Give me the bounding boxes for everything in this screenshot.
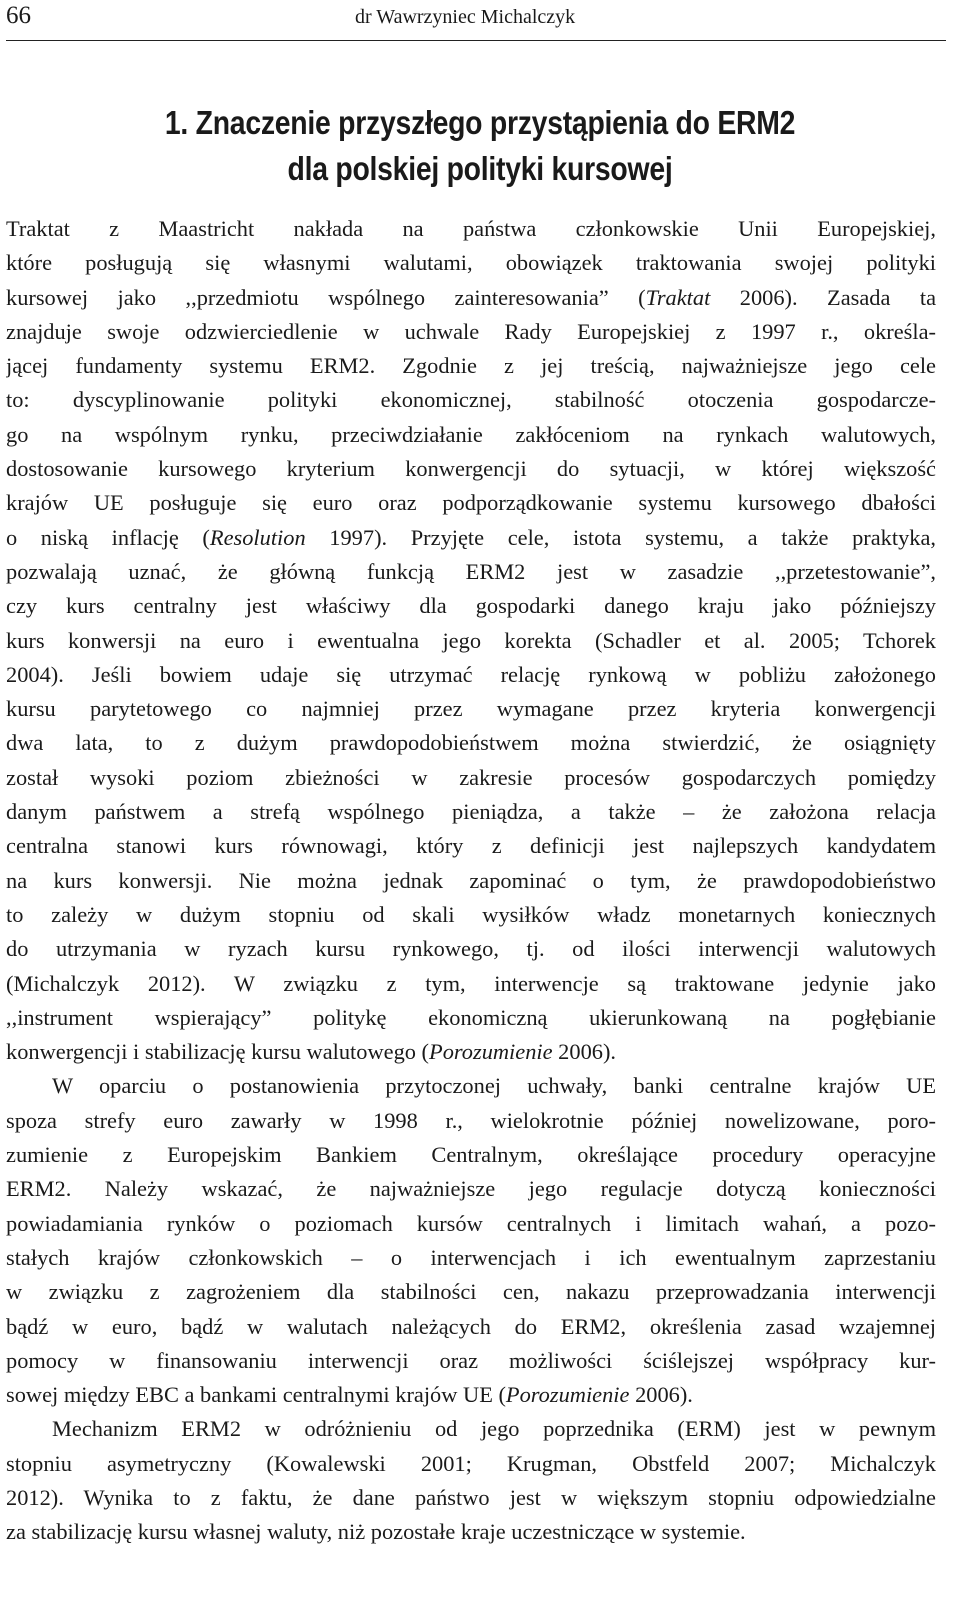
text-line: znajduje swoje odzwierciedlenie w uchwale Rady Europejskiej z 1997 r., określa- [6,318,936,344]
text-line: kurs konwersji na euro i ewentualna jego korekta (Schadler et al. 2005; Tchorek [6,627,936,653]
text-line: za stabilizację kursu własnej waluty, niż pozostałe kraje uczestniczące w systemie. [6,1519,746,1545]
section-heading-line-1: 1. Znaczenie przyszłego przystąpienia do ERM2 [164,104,796,141]
text-line: (Michalczyk 2012). W związku z tym, interwencje są traktowane jedynie jako [6,970,936,996]
text-line: czy kurs centralny jest właściwy dla gospodarki danego kraju jako późniejszy [6,593,936,619]
text-line: kursowej jako ,,przedmiotu wspólnego zainteresowania” (Traktat 2006). Zasada ta [6,284,936,310]
text-line: o niską inflację (Resolution 1997). Przyjęte cele, istota systemu, a także praktyka, [6,524,936,550]
page-header [0,0,960,40]
text-line: to zależy w dużym stopniu od skali wysiłków władz monetarnych koniecznych [6,901,936,927]
text-line: 2012). Wynika to z faktu, że dane państwo jest w większym stopniu odpowiedzialne [6,1484,936,1510]
text-line: powiadamiania rynków o poziomach kursów centralnych i limitach wahań, a pozo- [6,1210,936,1236]
text-line: to: dyscyplinowanie polityki ekonomicznej, stabilność otoczenia gospodarcze- [6,387,936,413]
text-line: dwa lata, to z dużym prawdopodobieństwem można stwierdzić, że osiągnięty [6,730,936,756]
body-text [6,212,936,1550]
text-line: kursu parytetowego co najmniej przez wymagane przez kryteria konwergencji [6,696,936,722]
text-line: stopniu asymetryczny (Kowalewski 2001; Krugman, Obstfeld 2007; Michalczyk [6,1450,936,1476]
running-head-author: dr Wawrzyniec Michalczyk [355,6,576,28]
citation-porozumienie: Porozumienie [429,1039,553,1065]
text-line: został wysoki poziom zbieżności w zakresie procesów gospodarczych pomiędzy [6,764,936,790]
text-line: go na wspólnym rynku, przeciwdziałanie zakłóceniom na rynkach walutowych, [6,421,936,447]
text-line: danym państwem a strefą wspólnego pieniądza, a także – że założona relacja [6,799,936,825]
text-line: ,,instrument wspierający” politykę ekonomiczną ukierunkowaną na pogłębianie [6,1004,936,1030]
text-line: ERM2. Należy wskazać, że najważniejsze jego regulacje dotyczą konieczności [6,1176,936,1202]
text-line: pomocy w finansowaniu interwencji oraz możliwości ściślejszej współpracy kur- [6,1347,936,1373]
text-line: pozwalają uznać, że główną funkcją ERM2 jest w zasadzie ,,przetestowanie”, [6,558,936,584]
page-number: 66 [6,2,31,29]
text-line: dostosowanie kursowego kryterium konwergencji do sytuacji, w której większość [6,456,936,482]
text-line: krajów UE posługuje się euro oraz podporządkowanie systemu kursowego dbałości [6,490,936,516]
text-line: które posługują się własnymi walutami, obowiązek traktowania swojej polityki [6,250,936,276]
paragraph-start-line: Mechanizm ERM2 w odróżnieniu od jego poprzednika (ERM) jest w pewnym [52,1416,936,1442]
text-line: do utrzymania w ryzach kursu rynkowego, tj. od ilości interwencji walutowych [6,936,936,962]
citation-traktat: Traktat [645,284,711,310]
citation-porozumienie-2: Porozumienie [505,1382,630,1408]
text-line: konwergencji i stabilizację kursu walutowego (Porozumienie 2006). [6,1039,617,1065]
text-line: sowej między EBC a bankami centralnymi krajów UE (Porozumienie 2006). [6,1382,693,1408]
text-line: spoza strefy euro zawarły w 1998 r., wielokrotnie później nowelizowane, poro- [6,1107,936,1133]
text-line: jącej fundamenty systemu ERM2. Zgodnie z jej treścią, najważniejsze jego cele [6,353,936,379]
section-heading [67,100,893,192]
citation-resolution: Resolution [209,524,306,550]
text-line: zumienie z Europejskim Bankiem Centralnym, określające procedury operacyjne [6,1142,936,1168]
text-line: w związku z zagrożeniem dla stabilności cen, nakazu przeprowadzania interwencji [6,1279,936,1305]
paragraph-start-line: W oparciu o postanowienia przytoczonej uchwały, banki centralne krajów UE [52,1073,936,1099]
text-line: bądź w euro, bądź w walutach należących do ERM2, określenia zasad wzajemnej [6,1313,936,1339]
header-rule [6,40,946,41]
text-line: Traktat z Maastricht nakłada na państwa członkowskie Unii Europejskiej, [6,216,936,241]
text-line: 2004). Jeśli bowiem udaje się utrzymać relację rynkową w pobliżu założonego [6,661,936,687]
text-line: centralna stanowi kurs równowagi, który z definicji jest najlepszych kandydatem [6,833,936,859]
section-heading-line-2: dla polskiej polityki kursowej [287,150,673,187]
text-line: na kurs konwersji. Nie można jednak zapominać o tym, że prawdopodobieństwo [6,867,936,893]
text-line: stałych krajów członkowskich – o interwencjach i ich ewentualnym zaprzestaniu [6,1244,936,1270]
